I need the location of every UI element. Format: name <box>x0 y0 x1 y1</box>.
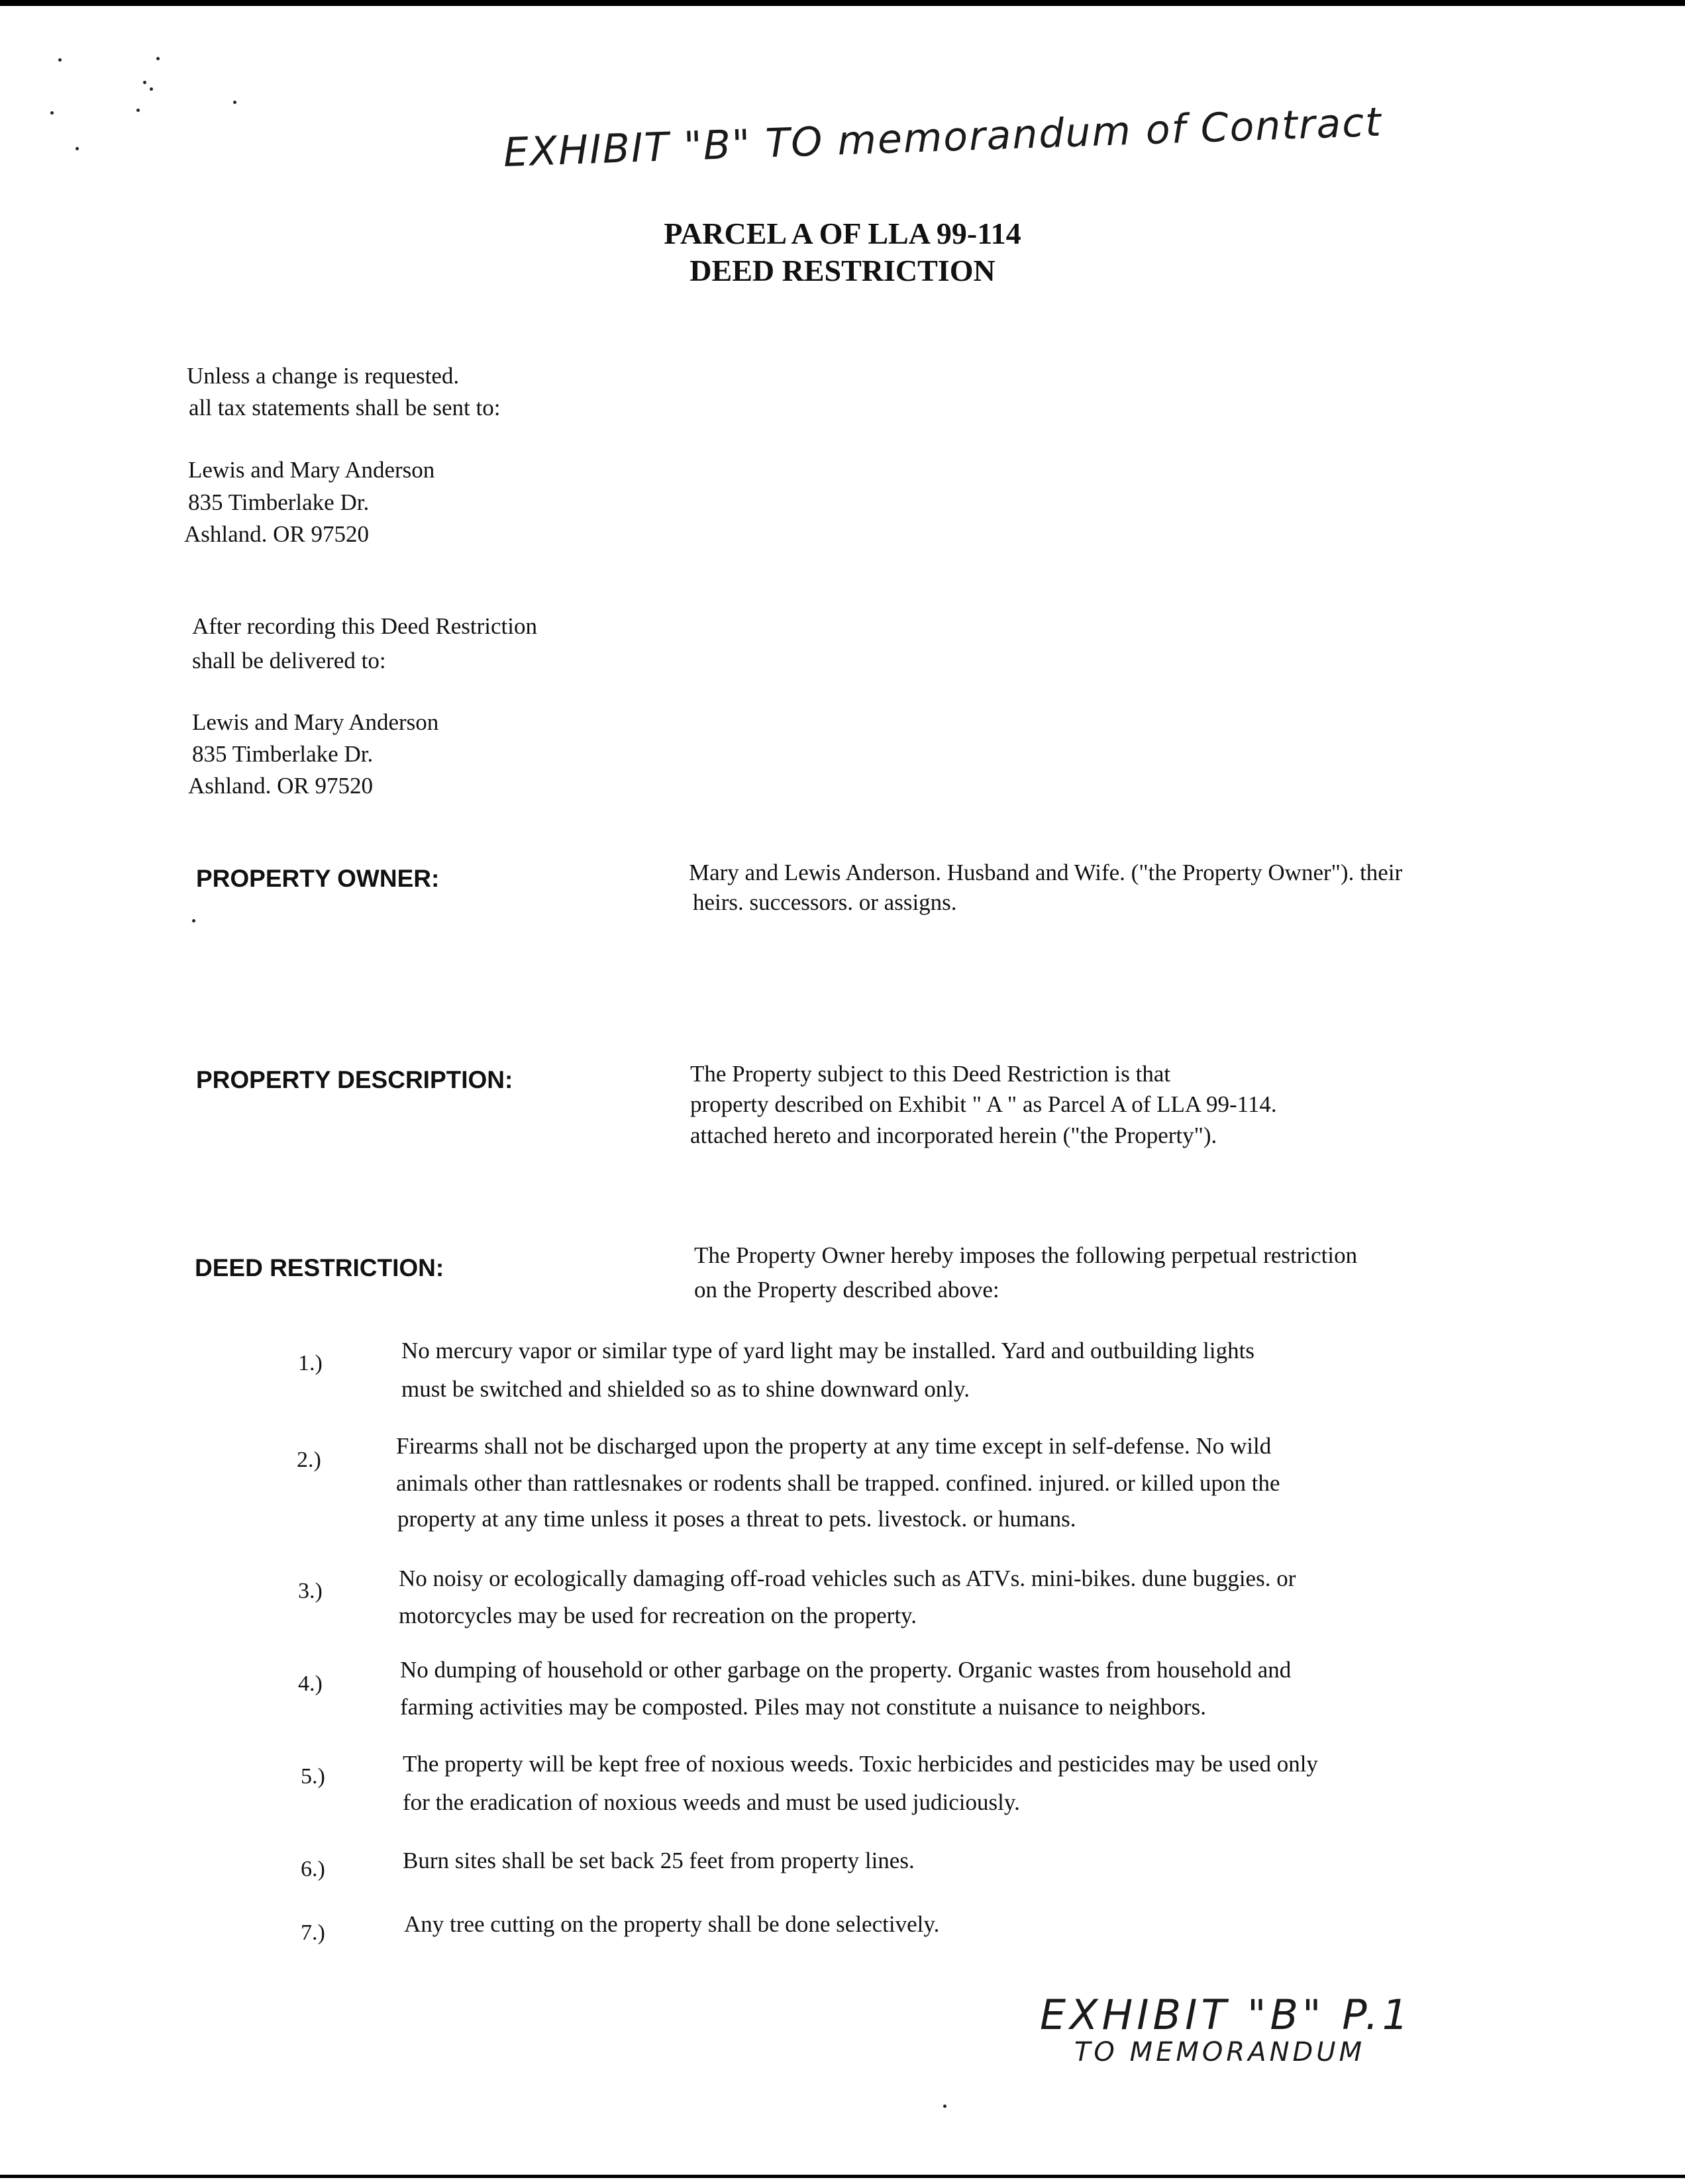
scan-speck <box>143 81 146 84</box>
scan-speck <box>156 57 160 60</box>
restriction-number: 6.) <box>301 1857 325 1881</box>
restriction-number: 2.) <box>297 1448 321 1472</box>
restriction-text: motorcycles may be used for recreation on the property. <box>399 1603 917 1628</box>
property-owner-text: heirs. successors. or assigns. <box>693 889 957 915</box>
restriction-number: 7.) <box>301 1920 325 1945</box>
property-description-text: The Property subject to this Deed Restriction is that <box>690 1061 1171 1087</box>
restriction-number: 1.) <box>298 1351 323 1375</box>
recording-address-street: 835 Timberlake Dr. <box>192 741 374 767</box>
restriction-number: 5.) <box>301 1764 325 1789</box>
tax-instruction-line: Unless a change is requested. <box>187 363 460 389</box>
restriction-number: 3.) <box>298 1579 323 1603</box>
restriction-text: for the eradication of noxious weeds and must be used judiciously. <box>403 1789 1020 1815</box>
restriction-text: property at any time unless it poses a threat to pets. livestock. or humans. <box>397 1506 1076 1532</box>
document-subtitle: DEED RESTRICTION <box>689 254 996 287</box>
document-title: PARCEL A OF LLA 99-114 <box>664 217 1021 250</box>
restriction-text: Burn sites shall be set back 25 feet from property lines. <box>403 1848 915 1873</box>
scan-speck <box>943 2105 946 2108</box>
scan-speck <box>233 101 236 104</box>
tax-address-city: Ashland. OR 97520 <box>184 521 370 547</box>
restriction-text: animals other than rattlesnakes or rodents shall be trapped. confined. injured. or killed upon the <box>396 1470 1280 1496</box>
handwritten-exhibit-page-note: EXHIBIT "B" P.1 <box>1040 1991 1413 2039</box>
scan-speck <box>50 111 54 115</box>
restriction-text: No mercury vapor or similar type of yard light may be installed. Yard and outbuilding lights <box>401 1338 1254 1364</box>
scan-speck <box>150 87 153 91</box>
handwritten-memorandum-note: TO MEMORANDUM <box>1074 2037 1366 2067</box>
tax-instruction-line: all tax statements shall be sent to: <box>189 395 501 421</box>
property-description-text: property described on Exhibit " A " as Parcel A of LLA 99-114. <box>690 1091 1277 1117</box>
property-owner-label: PROPERTY OWNER: <box>196 865 440 892</box>
property-description-label: PROPERTY DESCRIPTION: <box>196 1066 513 1093</box>
property-owner-text: Mary and Lewis Anderson. Husband and Wife. ("the Property Owner"). their <box>689 860 1403 885</box>
scan-speck <box>76 147 79 150</box>
restriction-text: farming activities may be composted. Piles may not constitute a nuisance to neighbors. <box>400 1694 1206 1720</box>
restriction-text: Any tree cutting on the property shall be done selectively. <box>404 1911 940 1937</box>
deed-restriction-label: DEED RESTRICTION: <box>195 1254 444 1281</box>
deed-restriction-text: on the Property described above: <box>694 1277 999 1303</box>
scan-speck <box>58 58 62 62</box>
property-description-text: attached hereto and incorporated herein ("the Property"). <box>690 1122 1217 1148</box>
tax-address-street: 835 Timberlake Dr. <box>188 489 370 515</box>
restriction-text: No dumping of household or other garbage on the property. Organic wastes from household and <box>400 1657 1292 1683</box>
tax-address-name: Lewis and Mary Anderson <box>188 457 435 483</box>
restriction-text: No noisy or ecologically damaging off-road vehicles such as ATVs. mini-bikes. dune buggies. or <box>399 1565 1296 1591</box>
recording-address-name: Lewis and Mary Anderson <box>192 709 439 735</box>
restriction-text: Firearms shall not be discharged upon the property at any time except in self-defense. No wild <box>396 1433 1272 1459</box>
restriction-text: The property will be kept free of noxious weeds. Toxic herbicides and pesticides may be used only <box>403 1751 1318 1777</box>
recording-instruction-line: shall be delivered to: <box>192 648 386 673</box>
restriction-text: must be switched and shielded so as to shine downward only. <box>401 1376 970 1402</box>
scan-top-border <box>0 0 1685 6</box>
scan-speck <box>192 919 195 922</box>
handwritten-exhibit-title: EXHIBIT "B" TO memorandum of Contract <box>502 99 1383 176</box>
scan-bottom-border <box>0 2175 1685 2178</box>
scan-speck <box>136 109 140 112</box>
deed-restriction-text: The Property Owner hereby imposes the following perpetual restriction <box>694 1242 1358 1268</box>
restriction-number: 4.) <box>298 1671 323 1696</box>
recording-instruction-line: After recording this Deed Restriction <box>192 613 537 639</box>
recording-address-city: Ashland. OR 97520 <box>188 773 374 799</box>
